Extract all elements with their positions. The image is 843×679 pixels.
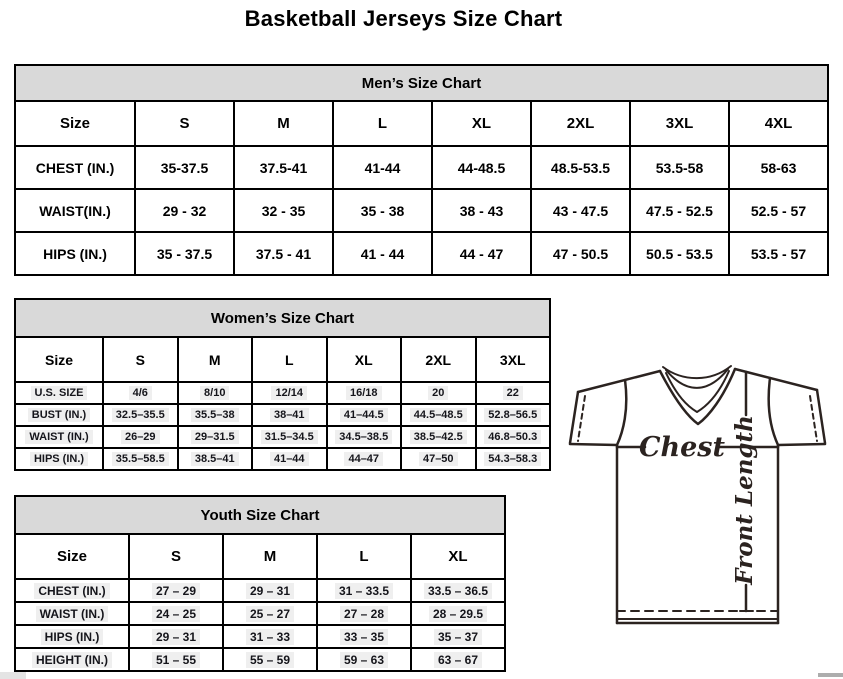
table-row — [15, 448, 550, 470]
cell-text: 55 – 59 — [246, 652, 294, 668]
value-cell: 44-48.5 — [432, 146, 531, 189]
value-cell: 41-44 — [333, 146, 432, 189]
cell-text: 8/10 — [200, 386, 229, 400]
value-cell — [252, 404, 327, 426]
cell-text: 4/6 — [129, 386, 152, 400]
value-cell: 41 - 44 — [333, 232, 432, 275]
cell-text: BUST (IN.) — [28, 408, 90, 422]
header-cell: 3XL — [630, 101, 729, 146]
table-row — [15, 534, 505, 579]
row-label — [15, 625, 129, 648]
row-label — [15, 602, 129, 625]
cell-text: 54.3–58.3 — [484, 452, 541, 466]
value-cell — [223, 648, 317, 671]
value-cell — [327, 448, 402, 470]
cell-text: 16/18 — [346, 386, 382, 400]
header-cell: M — [178, 337, 253, 382]
value-cell — [178, 404, 253, 426]
header-cell: 2XL — [531, 101, 630, 146]
value-cell — [103, 426, 178, 448]
value-cell: 53.5-58 — [630, 146, 729, 189]
value-cell: 35 - 37.5 — [135, 232, 234, 275]
value-cell — [252, 382, 327, 404]
youth-table-title: Youth Size Chart — [15, 496, 505, 534]
value-cell — [178, 426, 253, 448]
value-cell — [129, 625, 223, 648]
value-cell — [411, 625, 505, 648]
value-cell: 53.5 - 57 — [729, 232, 828, 275]
value-cell — [401, 448, 476, 470]
jersey-measurement-diagram-icon — [557, 360, 843, 632]
header-cell: XL — [411, 534, 505, 579]
value-cell — [223, 602, 317, 625]
row-label — [15, 404, 103, 426]
cell-text: 44.5–48.5 — [410, 408, 467, 422]
table-row — [15, 299, 550, 337]
table-row — [15, 101, 828, 146]
value-cell — [103, 404, 178, 426]
value-cell: 32 - 35 — [234, 189, 333, 232]
header-cell: 4XL — [729, 101, 828, 146]
header-cell: L — [317, 534, 411, 579]
cell-text: 51 – 55 — [152, 652, 200, 668]
cell-text: 20 — [428, 386, 448, 400]
value-cell — [476, 382, 551, 404]
cell-text: 59 – 63 — [340, 652, 388, 668]
value-cell — [317, 625, 411, 648]
front-length-label: Front Length — [731, 415, 758, 585]
row-label — [15, 579, 129, 602]
value-cell: 48.5-53.5 — [531, 146, 630, 189]
cell-text: 33.5 – 36.5 — [424, 583, 492, 599]
value-cell — [401, 404, 476, 426]
chest-label: Chest — [639, 432, 725, 463]
value-cell — [411, 648, 505, 671]
scrollbar-artifact-left — [0, 672, 26, 679]
value-cell: 38 - 43 — [432, 189, 531, 232]
row-label: CHEST (IN.) — [15, 146, 135, 189]
cell-text: 63 – 67 — [434, 652, 482, 668]
value-cell — [129, 602, 223, 625]
table-row — [15, 648, 505, 671]
header-cell: L — [333, 101, 432, 146]
cell-text: 31 – 33 — [246, 629, 294, 645]
value-cell — [401, 426, 476, 448]
cell-text: 35.5–58.5 — [112, 452, 169, 466]
value-cell — [178, 382, 253, 404]
table-row — [15, 404, 550, 426]
cell-text: 25 – 27 — [246, 606, 294, 622]
value-cell — [327, 426, 402, 448]
value-cell: 52.5 - 57 — [729, 189, 828, 232]
cell-text: 46.8–50.3 — [484, 430, 541, 444]
header-cell: 2XL — [401, 337, 476, 382]
header-cell: S — [103, 337, 178, 382]
value-cell — [317, 648, 411, 671]
cell-text: 35.5–38 — [191, 408, 239, 422]
header-cell: L — [252, 337, 327, 382]
row-label: HIPS (IN.) — [15, 232, 135, 275]
womens-table-title: Women’s Size Chart — [15, 299, 550, 337]
scrollbar-artifact-right — [818, 673, 843, 677]
row-label: WAIST(IN.) — [15, 189, 135, 232]
value-cell: 47.5 - 52.5 — [630, 189, 729, 232]
cell-text: 28 – 29.5 — [429, 606, 487, 622]
value-cell — [252, 426, 327, 448]
value-cell — [411, 579, 505, 602]
cell-text: WAIST (IN.) — [36, 606, 109, 622]
row-label — [15, 648, 129, 671]
page-title: Basketball Jerseys Size Chart — [244, 6, 563, 31]
cell-text: 31.5–34.5 — [261, 430, 318, 444]
table-row — [15, 579, 505, 602]
value-cell — [327, 404, 402, 426]
cell-text: 29 – 31 — [246, 583, 294, 599]
cell-text: 35 – 37 — [434, 629, 482, 645]
header-cell: Size — [15, 337, 103, 382]
value-cell: 43 - 47.5 — [531, 189, 630, 232]
cell-text: 29–31.5 — [191, 430, 239, 444]
cell-text: 24 – 25 — [152, 606, 200, 622]
cell-text: 44–47 — [344, 452, 383, 466]
value-cell — [327, 382, 402, 404]
row-label — [15, 426, 103, 448]
cell-text: 41–44.5 — [340, 408, 388, 422]
table-row — [15, 337, 550, 382]
value-cell — [223, 625, 317, 648]
value-cell: 37.5 - 41 — [234, 232, 333, 275]
row-label — [15, 448, 103, 470]
table-row — [15, 189, 828, 232]
cell-text: 22 — [503, 386, 523, 400]
table-row — [15, 625, 505, 648]
header-cell: M — [223, 534, 317, 579]
value-cell — [317, 602, 411, 625]
cell-text: 38.5–42.5 — [410, 430, 467, 444]
cell-text: 52.8–56.5 — [484, 408, 541, 422]
value-cell — [401, 382, 476, 404]
value-cell — [252, 448, 327, 470]
cell-text: 47–50 — [419, 452, 458, 466]
cell-text: HEIGHT (IN.) — [32, 652, 112, 668]
value-cell — [476, 448, 551, 470]
mens-table-title: Men’s Size Chart — [15, 65, 828, 101]
table-row — [15, 146, 828, 189]
cell-text: 26–29 — [121, 430, 160, 444]
cell-text: 27 – 28 — [340, 606, 388, 622]
header-cell: S — [135, 101, 234, 146]
womens-size-table — [14, 298, 551, 471]
table-row — [15, 65, 828, 101]
value-cell: 50.5 - 53.5 — [630, 232, 729, 275]
cell-text: 27 – 29 — [152, 583, 200, 599]
cell-text: 38.5–41 — [191, 452, 239, 466]
youth-size-table — [14, 495, 506, 672]
cell-text: CHEST (IN.) — [34, 583, 109, 599]
cell-text: 12/14 — [271, 386, 307, 400]
value-cell: 44 - 47 — [432, 232, 531, 275]
value-cell — [223, 579, 317, 602]
value-cell: 37.5-41 — [234, 146, 333, 189]
value-cell — [129, 579, 223, 602]
table-row — [15, 426, 550, 448]
header-cell: S — [129, 534, 223, 579]
value-cell: 35 - 38 — [333, 189, 432, 232]
value-cell: 58-63 — [729, 146, 828, 189]
value-cell — [103, 382, 178, 404]
value-cell: 47 - 50.5 — [531, 232, 630, 275]
cell-text: 38–41 — [270, 408, 309, 422]
header-cell: XL — [327, 337, 402, 382]
mens-size-table — [14, 64, 829, 276]
header-cell: XL — [432, 101, 531, 146]
cell-text: 34.5–38.5 — [335, 430, 392, 444]
header-cell: Size — [15, 101, 135, 146]
cell-text: HIPS (IN.) — [30, 452, 88, 466]
value-cell — [317, 579, 411, 602]
value-cell — [129, 648, 223, 671]
header-cell: 3XL — [476, 337, 551, 382]
cell-text: 29 – 31 — [152, 629, 200, 645]
value-cell — [476, 426, 551, 448]
cell-text: 32.5–35.5 — [112, 408, 169, 422]
header-cell: Size — [15, 534, 129, 579]
cell-text: 31 – 33.5 — [335, 583, 393, 599]
header-cell: M — [234, 101, 333, 146]
table-row — [15, 602, 505, 625]
cell-text: 41–44 — [270, 452, 309, 466]
value-cell: 29 - 32 — [135, 189, 234, 232]
cell-text: HIPS (IN.) — [41, 629, 104, 645]
cell-text: WAIST (IN.) — [25, 430, 92, 444]
table-row — [15, 382, 550, 404]
value-cell — [411, 602, 505, 625]
row-label — [15, 382, 103, 404]
value-cell — [103, 448, 178, 470]
value-cell — [476, 404, 551, 426]
cell-text: 33 – 35 — [340, 629, 388, 645]
table-row — [15, 232, 828, 275]
table-row — [15, 496, 505, 534]
cell-text: U.S. SIZE — [31, 386, 88, 400]
value-cell — [178, 448, 253, 470]
value-cell: 35-37.5 — [135, 146, 234, 189]
